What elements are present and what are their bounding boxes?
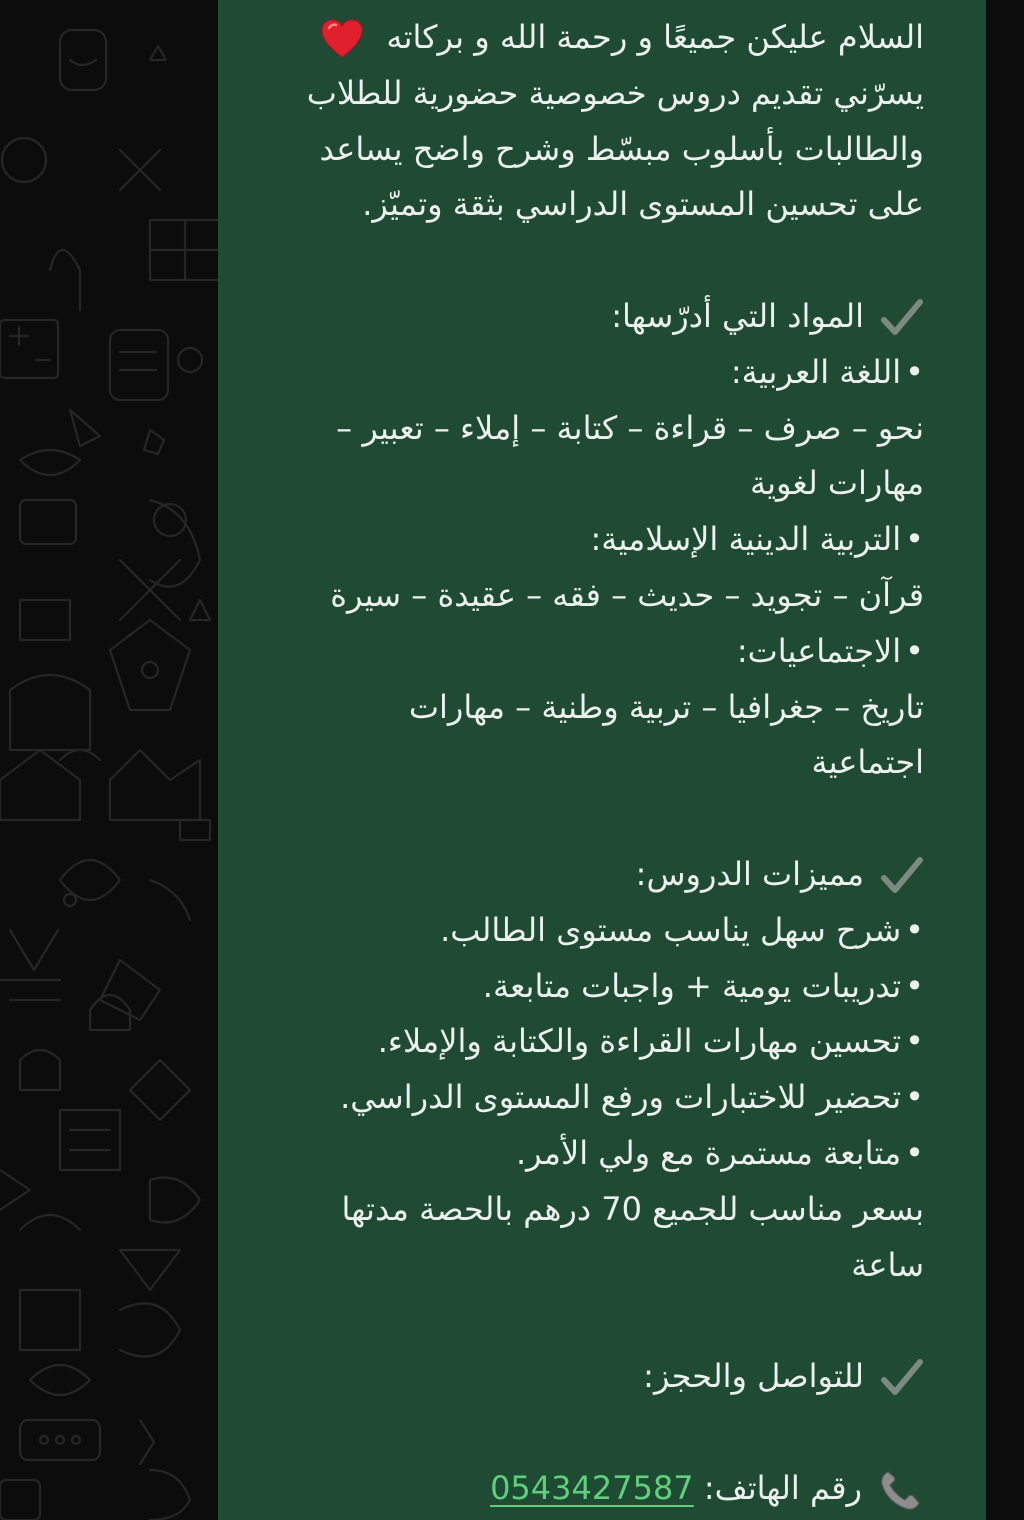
price-line-2: ساعة	[851, 1245, 924, 1284]
message-bubble[interactable]	[218, 0, 986, 1520]
price-line-1: بسعر مناسب للجميع 70 درهم بالحصة مدتها	[341, 1189, 924, 1228]
feature-text: تحضير للاختبارات ورفع المستوى الدراسي.	[340, 1078, 902, 1117]
subjects-heading: المواد التي أدرّسها:	[611, 296, 864, 335]
feature-text: شرح سهل يناسب مستوى الطالب.	[440, 910, 902, 949]
contact-heading-line	[258, 1349, 924, 1405]
phone-number-link[interactable]: 0543427587	[490, 1468, 694, 1507]
message-text	[258, 10, 924, 1517]
bullet: •	[905, 910, 924, 949]
bullet: •	[905, 631, 924, 670]
feature-item	[258, 1014, 924, 1070]
bullet: •	[905, 520, 924, 559]
red-heart-icon	[320, 19, 364, 59]
feature-text: تحسين مهارات القراءة والكتابة والإملاء.	[377, 1022, 902, 1061]
telephone-receiver-icon	[878, 1468, 924, 1512]
greeting-line	[258, 10, 924, 66]
subjects-heading-line	[258, 289, 924, 345]
subject-social-topics-2: اجتماعية	[811, 743, 924, 782]
subject-arabic-topics-1: نحو – صرف – قراءة – كتابة – إملاء – تعبير –	[336, 408, 924, 447]
intro-line-3: على تحسين المستوى الدراسي بثقة وتميّز.	[362, 185, 924, 224]
spacer	[258, 1405, 924, 1461]
check-mark-icon	[880, 1358, 924, 1398]
subject-arabic-topics-2: مهارات لغوية	[749, 464, 924, 503]
subject-islamic: التربية الدينية الإسلامية:	[590, 520, 902, 559]
phone-label: رقم الهاتف:	[703, 1468, 862, 1507]
intro-line-1: يسرّني تقديم دروس خصوصية حضورية للطلاب	[306, 73, 924, 112]
subject-islamic-line	[258, 512, 924, 568]
check-mark-icon	[880, 298, 924, 338]
contact-heading: للتواصل والحجز:	[643, 1357, 864, 1396]
subject-social-line	[258, 624, 924, 680]
feature-item	[258, 903, 924, 959]
feature-item	[258, 1070, 924, 1126]
feature-item	[258, 959, 924, 1015]
feature-text: متابعة مستمرة مع ولي الأمر.	[515, 1133, 902, 1172]
spacer	[258, 233, 924, 289]
check-mark-icon	[880, 856, 924, 896]
subject-arabic-line	[258, 345, 924, 401]
subject-islamic-topics-1: قرآن – تجويد – حديث – فقه – عقيدة – سيرة	[330, 575, 924, 614]
intro-line-2: والطالبات بأسلوب مبسّط وشرح واضح يساعد	[319, 129, 924, 168]
subject-social-topics-1: تاريخ – جغرافيا – تربية وطنية – مهارات	[408, 687, 924, 726]
spacer	[258, 791, 924, 847]
feature-item	[258, 1126, 924, 1182]
bullet: •	[905, 1078, 924, 1117]
phone-line	[258, 1461, 924, 1517]
feature-text: تدريبات يومية + واجبات متابعة.	[482, 966, 902, 1005]
features-heading: مميزات الدروس:	[635, 854, 864, 893]
greeting-text: السلام عليكن جميعًا و رحمة الله و بركاته	[386, 18, 924, 56]
bullet: •	[905, 1022, 924, 1061]
features-heading-line	[258, 847, 924, 903]
subject-social: الاجتماعيات:	[736, 631, 902, 670]
bullet: •	[905, 1133, 924, 1172]
subject-arabic: اللغة العربية:	[730, 352, 902, 391]
bullet: •	[905, 352, 924, 391]
spacer	[258, 1293, 924, 1349]
bullet: •	[905, 966, 924, 1005]
